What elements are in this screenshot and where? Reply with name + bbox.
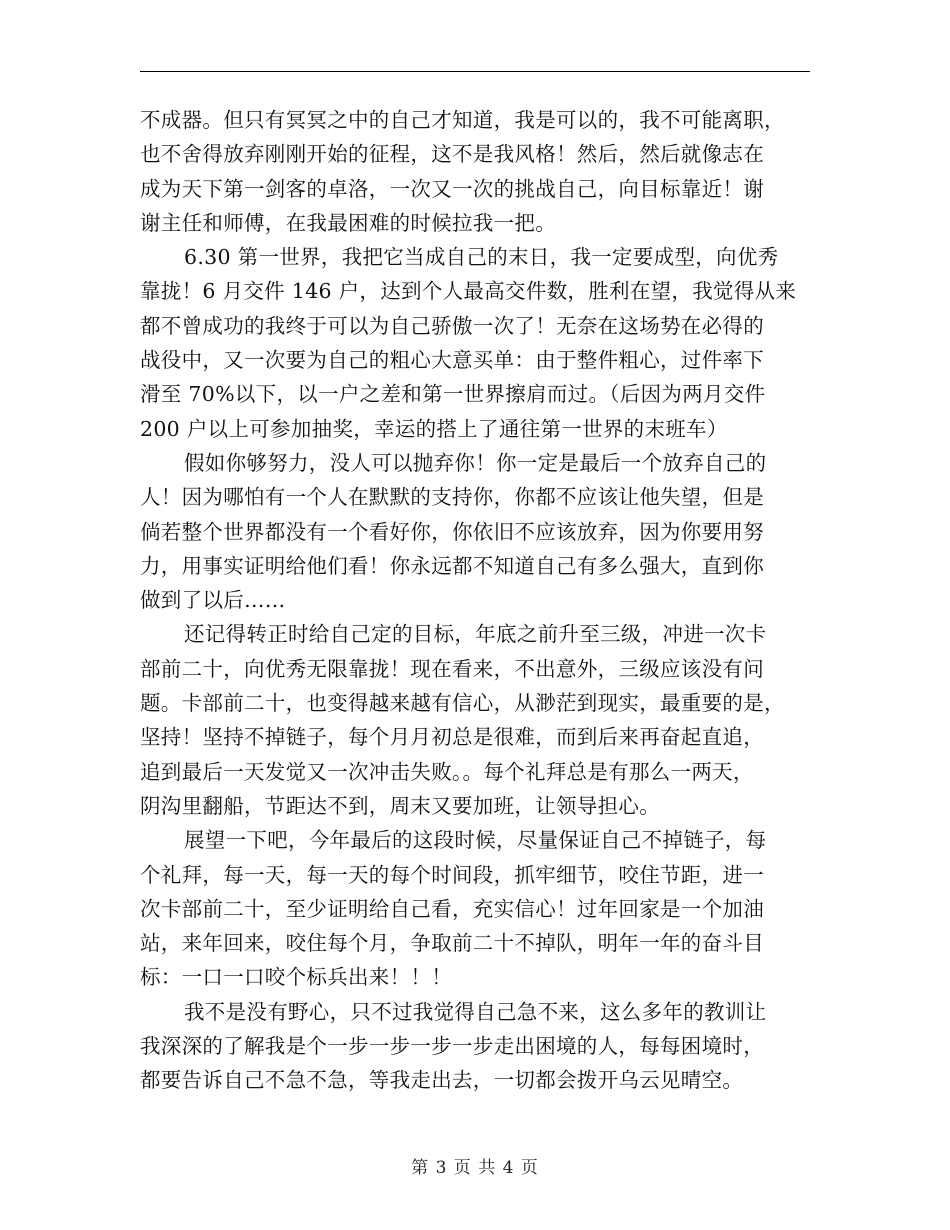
text-line: 阴沟里翻船，节距达不到，周末又要加班，让领导担心。 bbox=[140, 793, 660, 818]
text-line: 滑至 70%以下，以一户之差和第一世界擦肩而过。（后因为两月交件 bbox=[140, 382, 766, 407]
text-line: 都不曾成功的我终于可以为自己骄傲一次了！无奈在这场势在必得的 bbox=[140, 313, 764, 338]
text-line: 倘若整个世界都没有一个看好你，你依旧不应该放弃，因为你要用努 bbox=[140, 519, 764, 544]
document-body bbox=[140, 103, 815, 1098]
text-line: 做到了以后…… bbox=[140, 588, 286, 613]
text-line: 坚持！坚持不掉链子，每个月月初总是很难，而到后来再奋起直追， bbox=[140, 725, 764, 750]
text-line: 标：一口一口咬个标兵出来！！！ bbox=[140, 965, 452, 990]
paragraph-start-line: 我不是没有野心，只不过我觉得自己急不来，这么多年的教训让 bbox=[184, 999, 767, 1024]
paragraph-start-line: 6.30 第一世界，我把它当成自己的末日，我一定要成型，向优秀 bbox=[184, 245, 779, 270]
header-rule bbox=[140, 71, 810, 72]
text-line: 力，用事实证明给他们看！你永远都不知道自己有多么强大，直到你 bbox=[140, 553, 764, 578]
text-line: 靠拢！6 月交件 146 户，达到个人最高交件数，胜利在望，我觉得从来 bbox=[140, 279, 797, 304]
page-number-footer: 第 3 页 共 4 页 bbox=[411, 1158, 539, 1178]
text-line: 战役中，又一次要为自己的粗心大意买单：由于整件粗心，过件率下 bbox=[140, 348, 764, 373]
paragraph-start-line: 展望一下吧，今年最后的这段时候，尽量保证自己不掉链子，每 bbox=[184, 828, 767, 853]
text-line: 也不舍得放弃刚刚开始的征程，这不是我风格！然后，然后就像志在 bbox=[140, 142, 764, 167]
text-line: 不成器。但只有冥冥之中的自己才知道，我是可以的，我不可能离职， bbox=[140, 108, 785, 132]
text-line: 都要告诉自己不急不急，等我走出去，一切都会拨开乌云见晴空。 bbox=[140, 1068, 744, 1093]
text-line: 成为天下第一剑客的卓洛，一次又一次的挑战自己，向目标靠近！谢 bbox=[140, 176, 764, 201]
text-line: 题。卡部前二十，也变得越来越有信心，从渺茫到现实，最重要的是， bbox=[140, 691, 785, 716]
text-line: 200 户以上可参加抽奖，幸运的搭上了通往第一世界的末班车） bbox=[140, 416, 728, 441]
text-line: 个礼拜，每一天，每一天的每个时间段，抓牢细节，咬住节距，进一 bbox=[140, 862, 764, 887]
text-line: 我深深的了解我是个一步一步一步一步走出困境的人，每每困境时， bbox=[140, 1034, 764, 1059]
text-line: 部前二十，向优秀无限靠拢！现在看来，不出意外，三级应该没有问 bbox=[140, 656, 764, 681]
text-line: 站，来年回来，咬住每个月，争取前二十不掉队，明年一年的奋斗目 bbox=[140, 931, 764, 956]
paragraph-start-line: 还记得转正时给自己定的目标，年底之前升至三级，冲进一次卡 bbox=[184, 622, 767, 647]
text-line: 谢主任和师傅，在我最困难的时候拉我一把。 bbox=[140, 210, 556, 235]
text-line: 人！因为哪怕有一个人在默默的支持你，你都不应该让他失望，但是 bbox=[140, 485, 764, 510]
text-line: 次卡部前二十，至少证明给自己看，充实信心！过年回家是一个加油 bbox=[140, 896, 764, 921]
text-line: 追到最后一天发觉又一次冲击失败。。每个礼拜总是有那么一两天， bbox=[140, 759, 754, 784]
paragraph-start-line: 假如你够努力，没人可以抛弃你！你一定是最后一个放弃自己的 bbox=[184, 450, 767, 475]
